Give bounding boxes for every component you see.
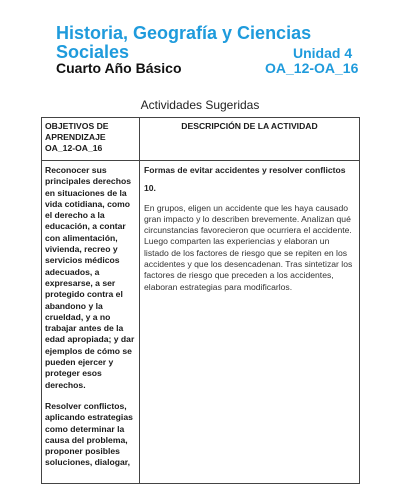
unit-label: Unidad 4 bbox=[293, 45, 353, 61]
oa-range-label: OA_12-OA_16 bbox=[265, 60, 359, 76]
table-header-row bbox=[42, 118, 360, 161]
objective-item: Resolver conflictos, aplicando estrategias como determinar la causa del problema, proponer posibles soluciones, dialogar, bbox=[45, 400, 133, 468]
objectives-cell bbox=[42, 161, 140, 484]
activity-number: 10. bbox=[144, 183, 156, 194]
activities-table bbox=[41, 117, 360, 484]
subject-title-line2: Sociales bbox=[56, 42, 130, 62]
activity-title: Formas de evitar accidentes y resolver conflictos bbox=[144, 165, 346, 175]
table-row bbox=[42, 161, 360, 484]
objective-item: Reconocer sus principales derechos en situaciones de la vida cotidiana, como el derecho a la educación, a contar con alimentación, vivienda, recreo y servicios médicos adecuados, a expresarse, a ser protegido contra el abandono y la crueldad, y a no trabajar antes de la edad apropiada; y dar ejemplos de cómo se pueden ejercer y proteger esos derechos. bbox=[45, 165, 135, 390]
section-title: Actividades Sugeridas bbox=[140, 98, 260, 112]
description-header: DESCRIPCIÓN DE LA ACTIVIDAD bbox=[140, 118, 360, 161]
grade-label: Cuarto Año Básico bbox=[56, 60, 182, 76]
activity-cell bbox=[140, 161, 360, 484]
subject-title: Historia, Geografía y Ciencias bbox=[56, 23, 312, 43]
activity-description: En grupos, eligen un accidente que les haya causado gran impacto y lo describen brevemente. Analizan qué circunstancias favorecieron que ocurriera el accidente. Luego comparten las experiencias y elaboran un listado de los factores de riesgo que se repiten en los accidentes y que los desencadenan. Tras sintetizar los factores de riesgo que preceden a los accidentes, elaboran estrategias para modificarlos. bbox=[144, 202, 353, 292]
objectives-header: OBJETIVOS DE APRENDIZAJE OA_12-OA_16 bbox=[42, 118, 140, 161]
